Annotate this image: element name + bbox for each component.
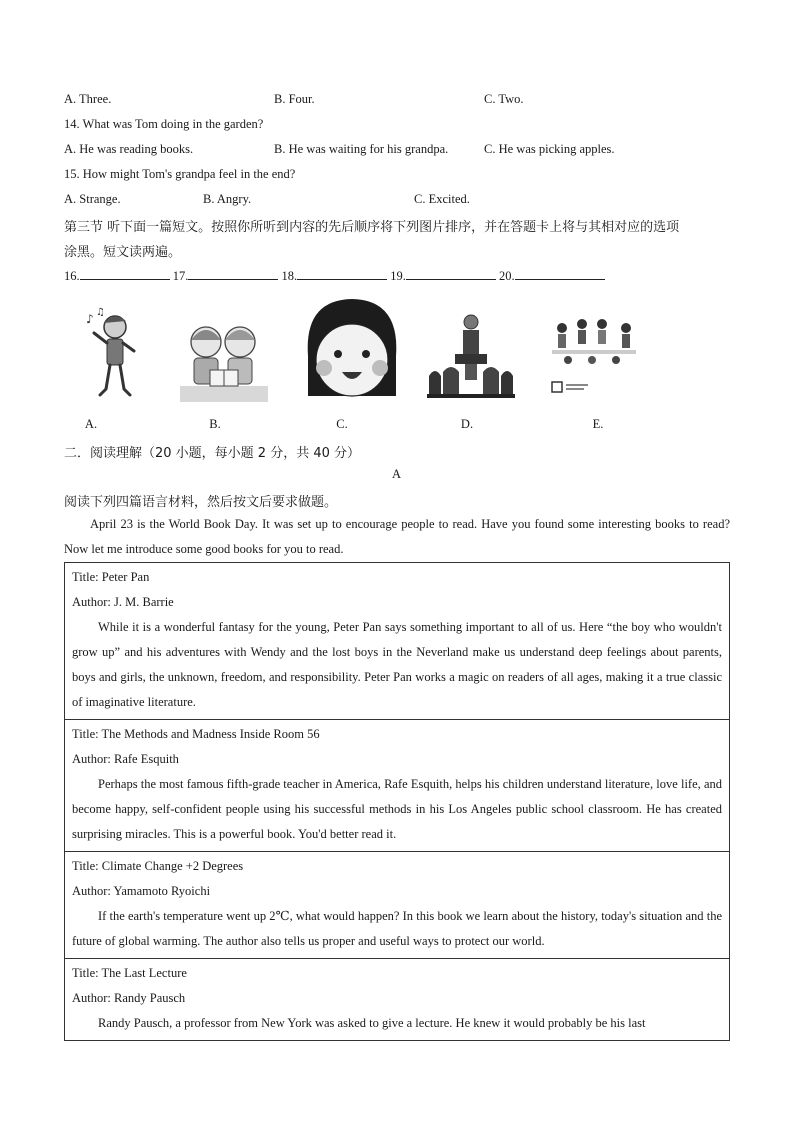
blank-16[interactable] — [80, 267, 170, 280]
book-4-description: Randy Pausch, a professor from New York was asked to give a lecture. He knew it would probably be his last — [98, 1016, 646, 1030]
blank-19[interactable] — [406, 267, 496, 280]
blank-16-label: 16. — [64, 269, 80, 283]
q13-option-a: A. Three. — [64, 92, 112, 106]
q15-option-b: B. Angry. — [203, 192, 252, 206]
book-3-author: Author: Yamamoto Ryoichi — [72, 884, 211, 898]
q14-option-b: B. He was waiting for his grandpa. — [274, 142, 449, 156]
picture-a-boy-singing — [80, 305, 150, 405]
book-1-author: Author: J. M. Barrie — [72, 595, 174, 609]
books-table — [64, 562, 730, 1041]
section3-instruction-line1: 第三节 听下面一篇短文。按照你所听到内容的先后顺序将下列图片排序，并在答题卡上将与其相对应的选项 — [64, 220, 680, 235]
picture-e-group-people — [548, 316, 640, 400]
blank-20-label: 20. — [499, 269, 515, 283]
svg-text:♪: ♪ — [86, 312, 94, 326]
picture-d-speaker-stage — [425, 310, 517, 400]
blank-20[interactable] — [515, 267, 605, 280]
q14-stem: 14. What was Tom doing in the garden? — [64, 117, 264, 131]
svg-text:♫: ♫ — [96, 307, 105, 318]
picture-d-label: D. — [460, 417, 474, 431]
q13-option-c: C. Two. — [484, 92, 524, 106]
book-row-climate-change — [65, 852, 730, 959]
picture-e-label: E. — [592, 417, 604, 431]
part2-instruction: 阅读下列四篇语言材料，然后按文后要求做题。 — [64, 495, 338, 510]
q14-option-a: A. He was reading books. — [64, 142, 194, 156]
intro-paragraph: April 23 is the World Book Day. It was set up to encourage people to read. Have you found some interesting books to read? Now let me introduce some good books for you to read. — [64, 517, 730, 556]
picture-c-label: C. — [336, 417, 348, 431]
book-2-title: Title: The Methods and Madness Inside Room 56 — [72, 727, 320, 741]
book-4-author: Author: Randy Pausch — [72, 991, 186, 1005]
q15-stem: 15. How might Tom's grandpa feel in the end? — [64, 167, 296, 181]
book-row-last-lecture — [65, 959, 730, 1041]
book-3-title: Title: Climate Change +2 Degrees — [72, 859, 244, 873]
q14-option-c: C. He was picking apples. — [484, 142, 615, 156]
picture-a-label: A. — [84, 417, 98, 431]
q13-option-b: B. Four. — [274, 92, 315, 106]
blank-18-label: 18. — [281, 269, 298, 283]
section3-instruction-line2: 涂黑。短文读两遍。 — [64, 245, 182, 260]
book-row-peter-pan — [65, 563, 730, 720]
picture-b-girls-reading — [178, 312, 270, 404]
book-1-title: Title: Peter Pan — [72, 570, 150, 584]
blank-18[interactable] — [297, 267, 387, 280]
blank-17[interactable] — [188, 267, 278, 280]
picture-c-smiling-girl — [302, 296, 402, 402]
book-3-description: If the earth's temperature went up 2℃, what would happen? In this book we learn about the history, today's situation and the future of global warming. The author also tells us proper and useful ways to protect our world. — [72, 909, 722, 948]
blank-19-label: 19. — [390, 269, 406, 283]
q15-option-c: C. Excited. — [414, 192, 470, 206]
book-4-title: Title: The Last Lecture — [72, 966, 187, 980]
book-1-description: While it is a wonderful fantasy for the young, Peter Pan says something important to all of us. Here “the boy who wouldn't grow up” and his adventures with Wendy and the lost boys in the Neverland make us understand deep feelings about parents, boys and girls, the unknown, freedom, and responsibility. Peter Pan works a magic on readers of all ages, making it a true classic of imaginative literature. — [72, 620, 722, 709]
picture-b-label: B. — [209, 417, 221, 431]
q15-option-a: A. Strange. — [64, 192, 121, 206]
book-row-room-56 — [65, 720, 730, 852]
passage-letter: A — [392, 467, 402, 481]
book-2-description: Perhaps the most famous fifth-grade teacher in America, Rafe Esquith, helps his children understand literature, love life, and become happy, self-confident people using his successful methods in his Los Angeles public school classroom. He has created surprising miracles. This is a powerful book. You'd better read it. — [72, 777, 722, 841]
blank-17-label: 17. — [172, 269, 189, 283]
book-2-author: Author: Rafe Esquith — [72, 752, 179, 766]
answer-blanks — [64, 267, 605, 284]
part2-heading: 二．阅读理解（20 小题，每小题 2 分，共 40 分） — [64, 446, 361, 461]
